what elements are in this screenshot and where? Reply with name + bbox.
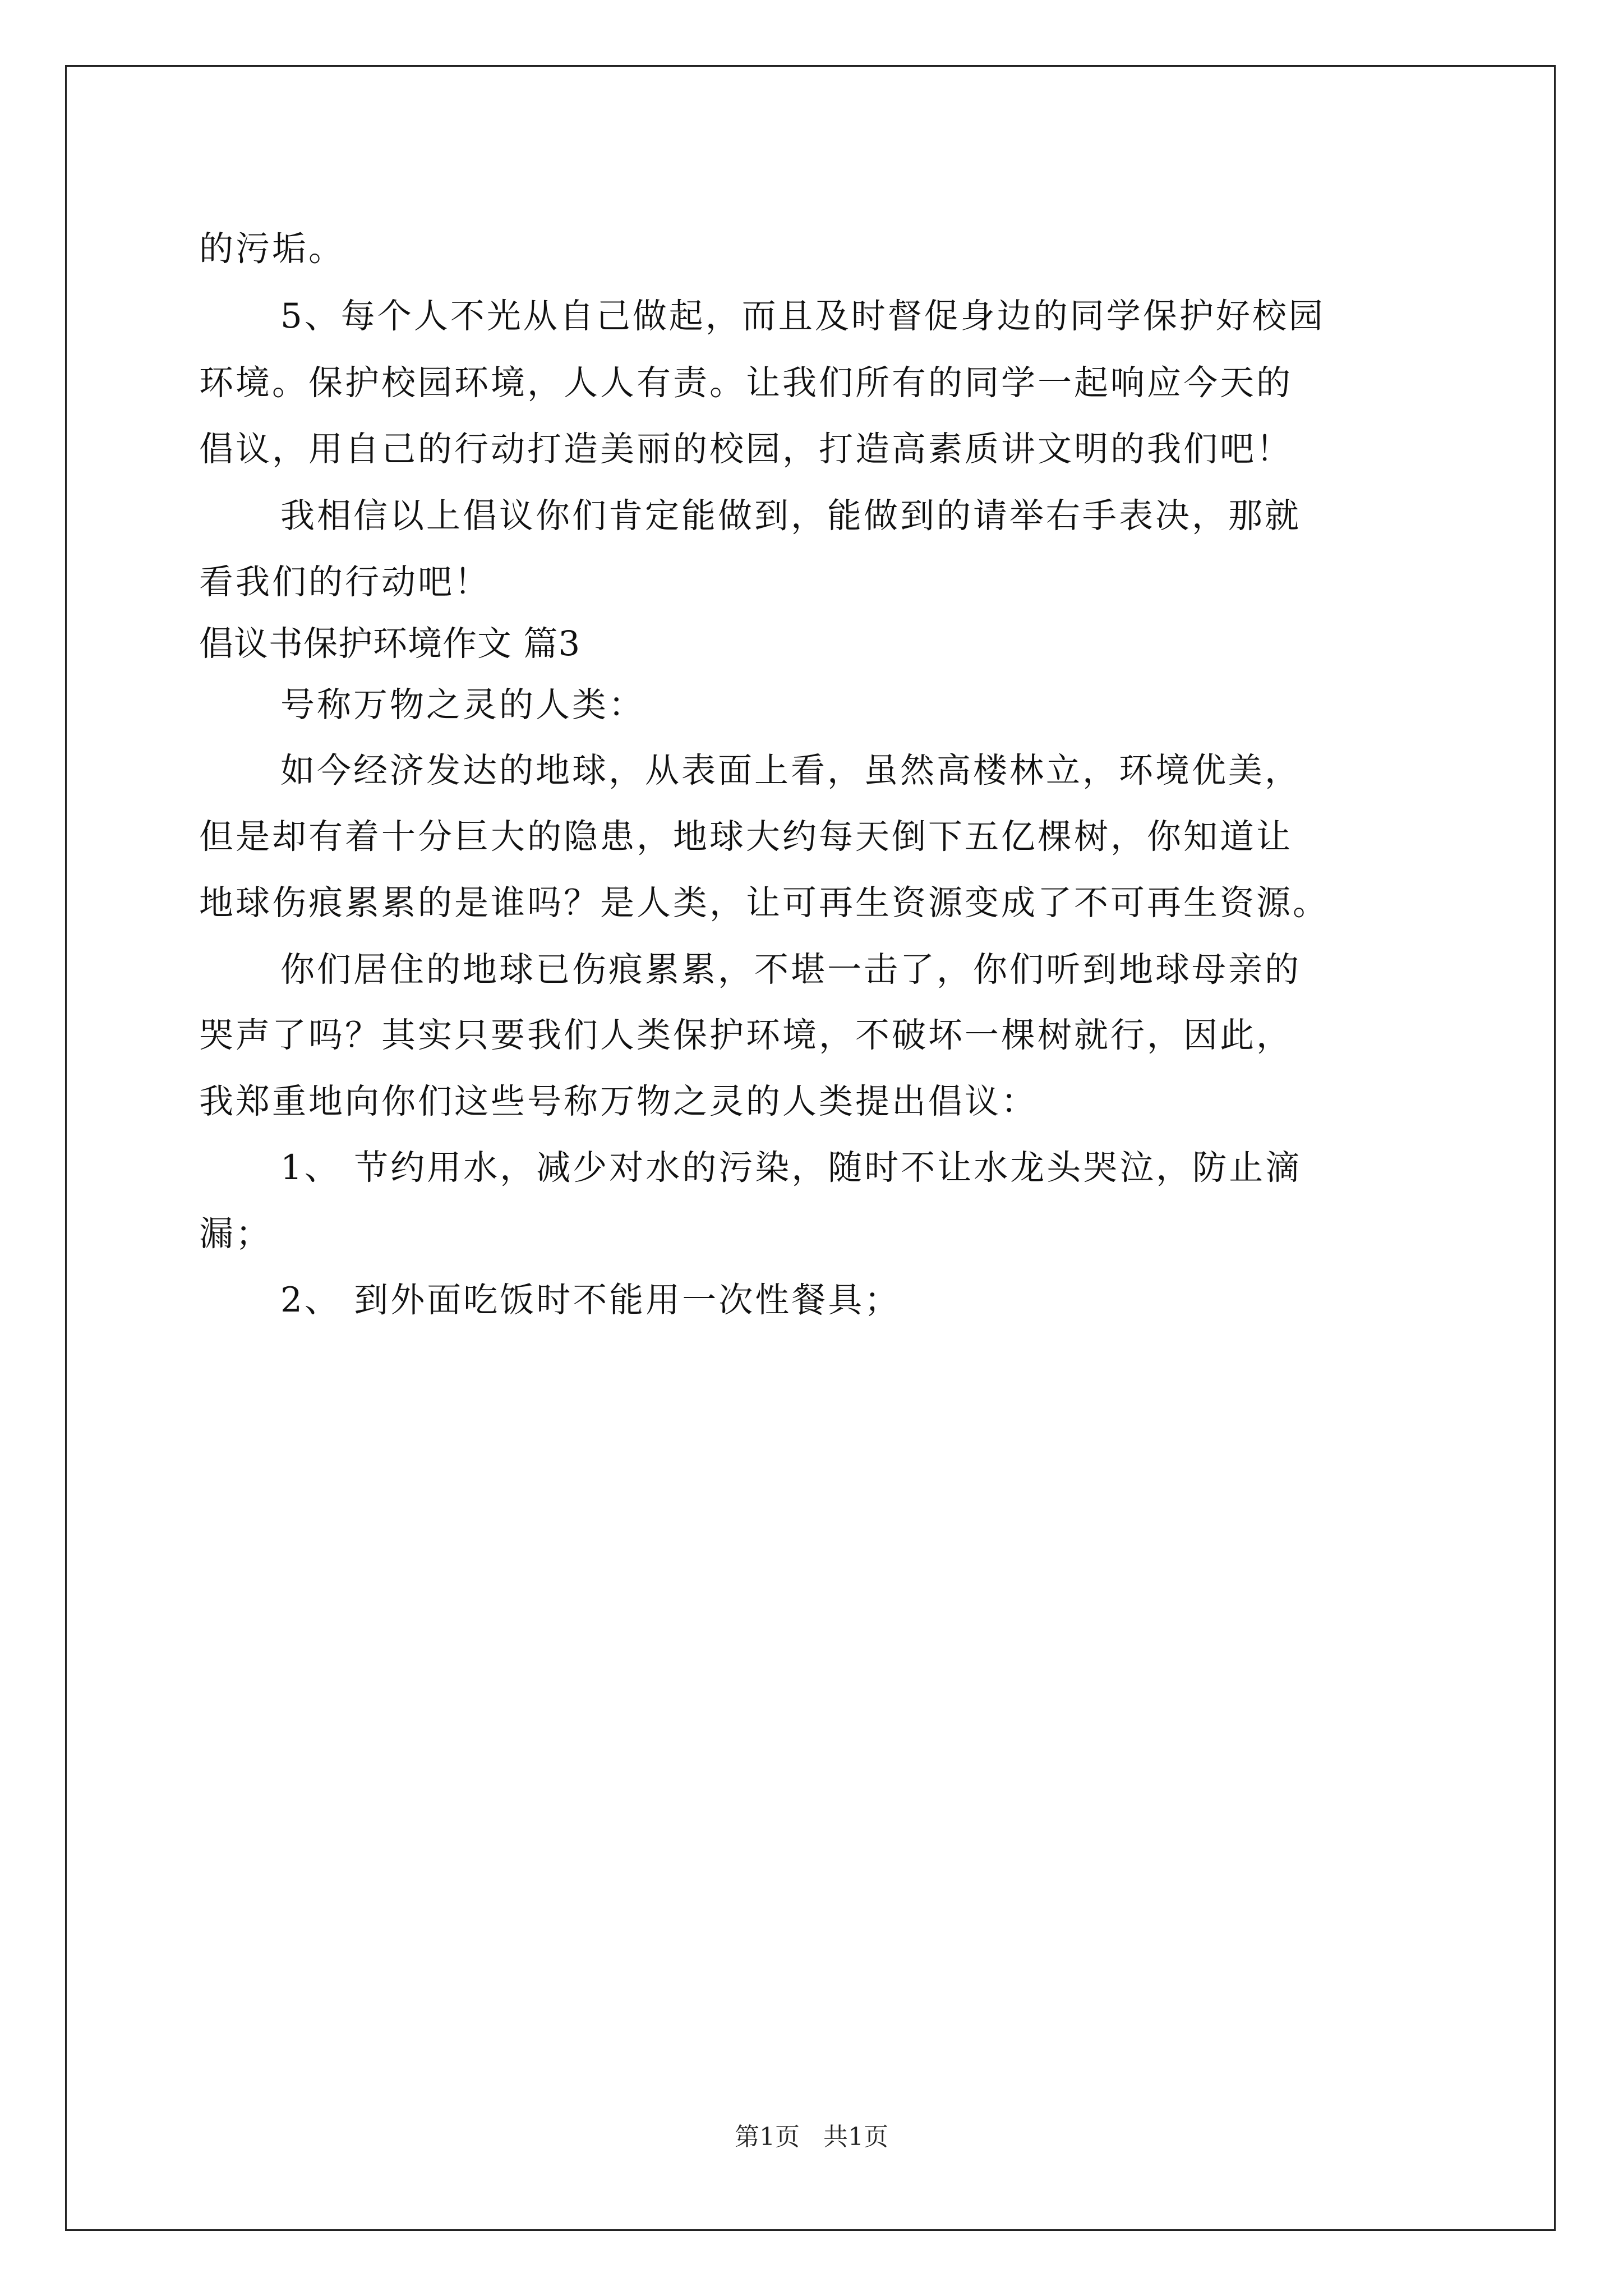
paragraph-line: 看我们的行动吧！ (199, 562, 491, 602)
paragraph-line: 漏； (199, 1214, 273, 1254)
paragraph-line: 如今经济发达的地球，从表面上看，虽然高楼林立，环境优美， (280, 751, 1302, 790)
paragraph-line: 我郑重地向你们这些号称万物之灵的人类提出倡议： (199, 1082, 1038, 1121)
paragraph-line: 1、 节约用水，减少对水的污染，随时不让水龙头哭泣，防止滴 (280, 1148, 1302, 1188)
paragraph-line: 但是却有着十分巨大的隐患，地球大约每天倒下五亿棵树，你知道让 (199, 817, 1293, 857)
paragraph-line: 的污垢。 (199, 229, 345, 269)
paragraph-line: 5、每个人不光从自己做起，而且及时督促身边的同学保护好校园 (280, 296, 1325, 336)
paragraph-line: 我相信以上倡议你们肯定能做到，能做到的请举右手表决，那就 (280, 496, 1302, 536)
paragraph-line: 哭声了吗？其实只要我们人类保护环境，不破坏一棵树就行，因此， (199, 1015, 1293, 1055)
page-footer (0, 2122, 1623, 2153)
page-total: 共1页 (823, 2123, 888, 2151)
section-heading: 倡议书保护环境作文 篇3 (199, 624, 581, 664)
paragraph-line: 2、 到外面吃饭时不能用一次性餐具； (280, 1280, 901, 1320)
paragraph-line: 你们居住的地球已伤痕累累，不堪一击了，你们听到地球母亲的 (280, 950, 1302, 990)
paragraph-line: 地球伤痕累累的是谁吗？是人类，让可再生资源变成了不可再生资源。 (199, 883, 1330, 923)
paragraph-line: 环境。保护校园环境，人人有责。让我们所有的同学一起响应今天的 (199, 363, 1293, 403)
page-number: 第1页 (735, 2123, 800, 2151)
paragraph-line: 号称万物之灵的人类： (280, 685, 645, 725)
paragraph-line: 倡议，用自己的行动打造美丽的校园，打造高素质讲文明的我们吧！ (199, 429, 1293, 469)
